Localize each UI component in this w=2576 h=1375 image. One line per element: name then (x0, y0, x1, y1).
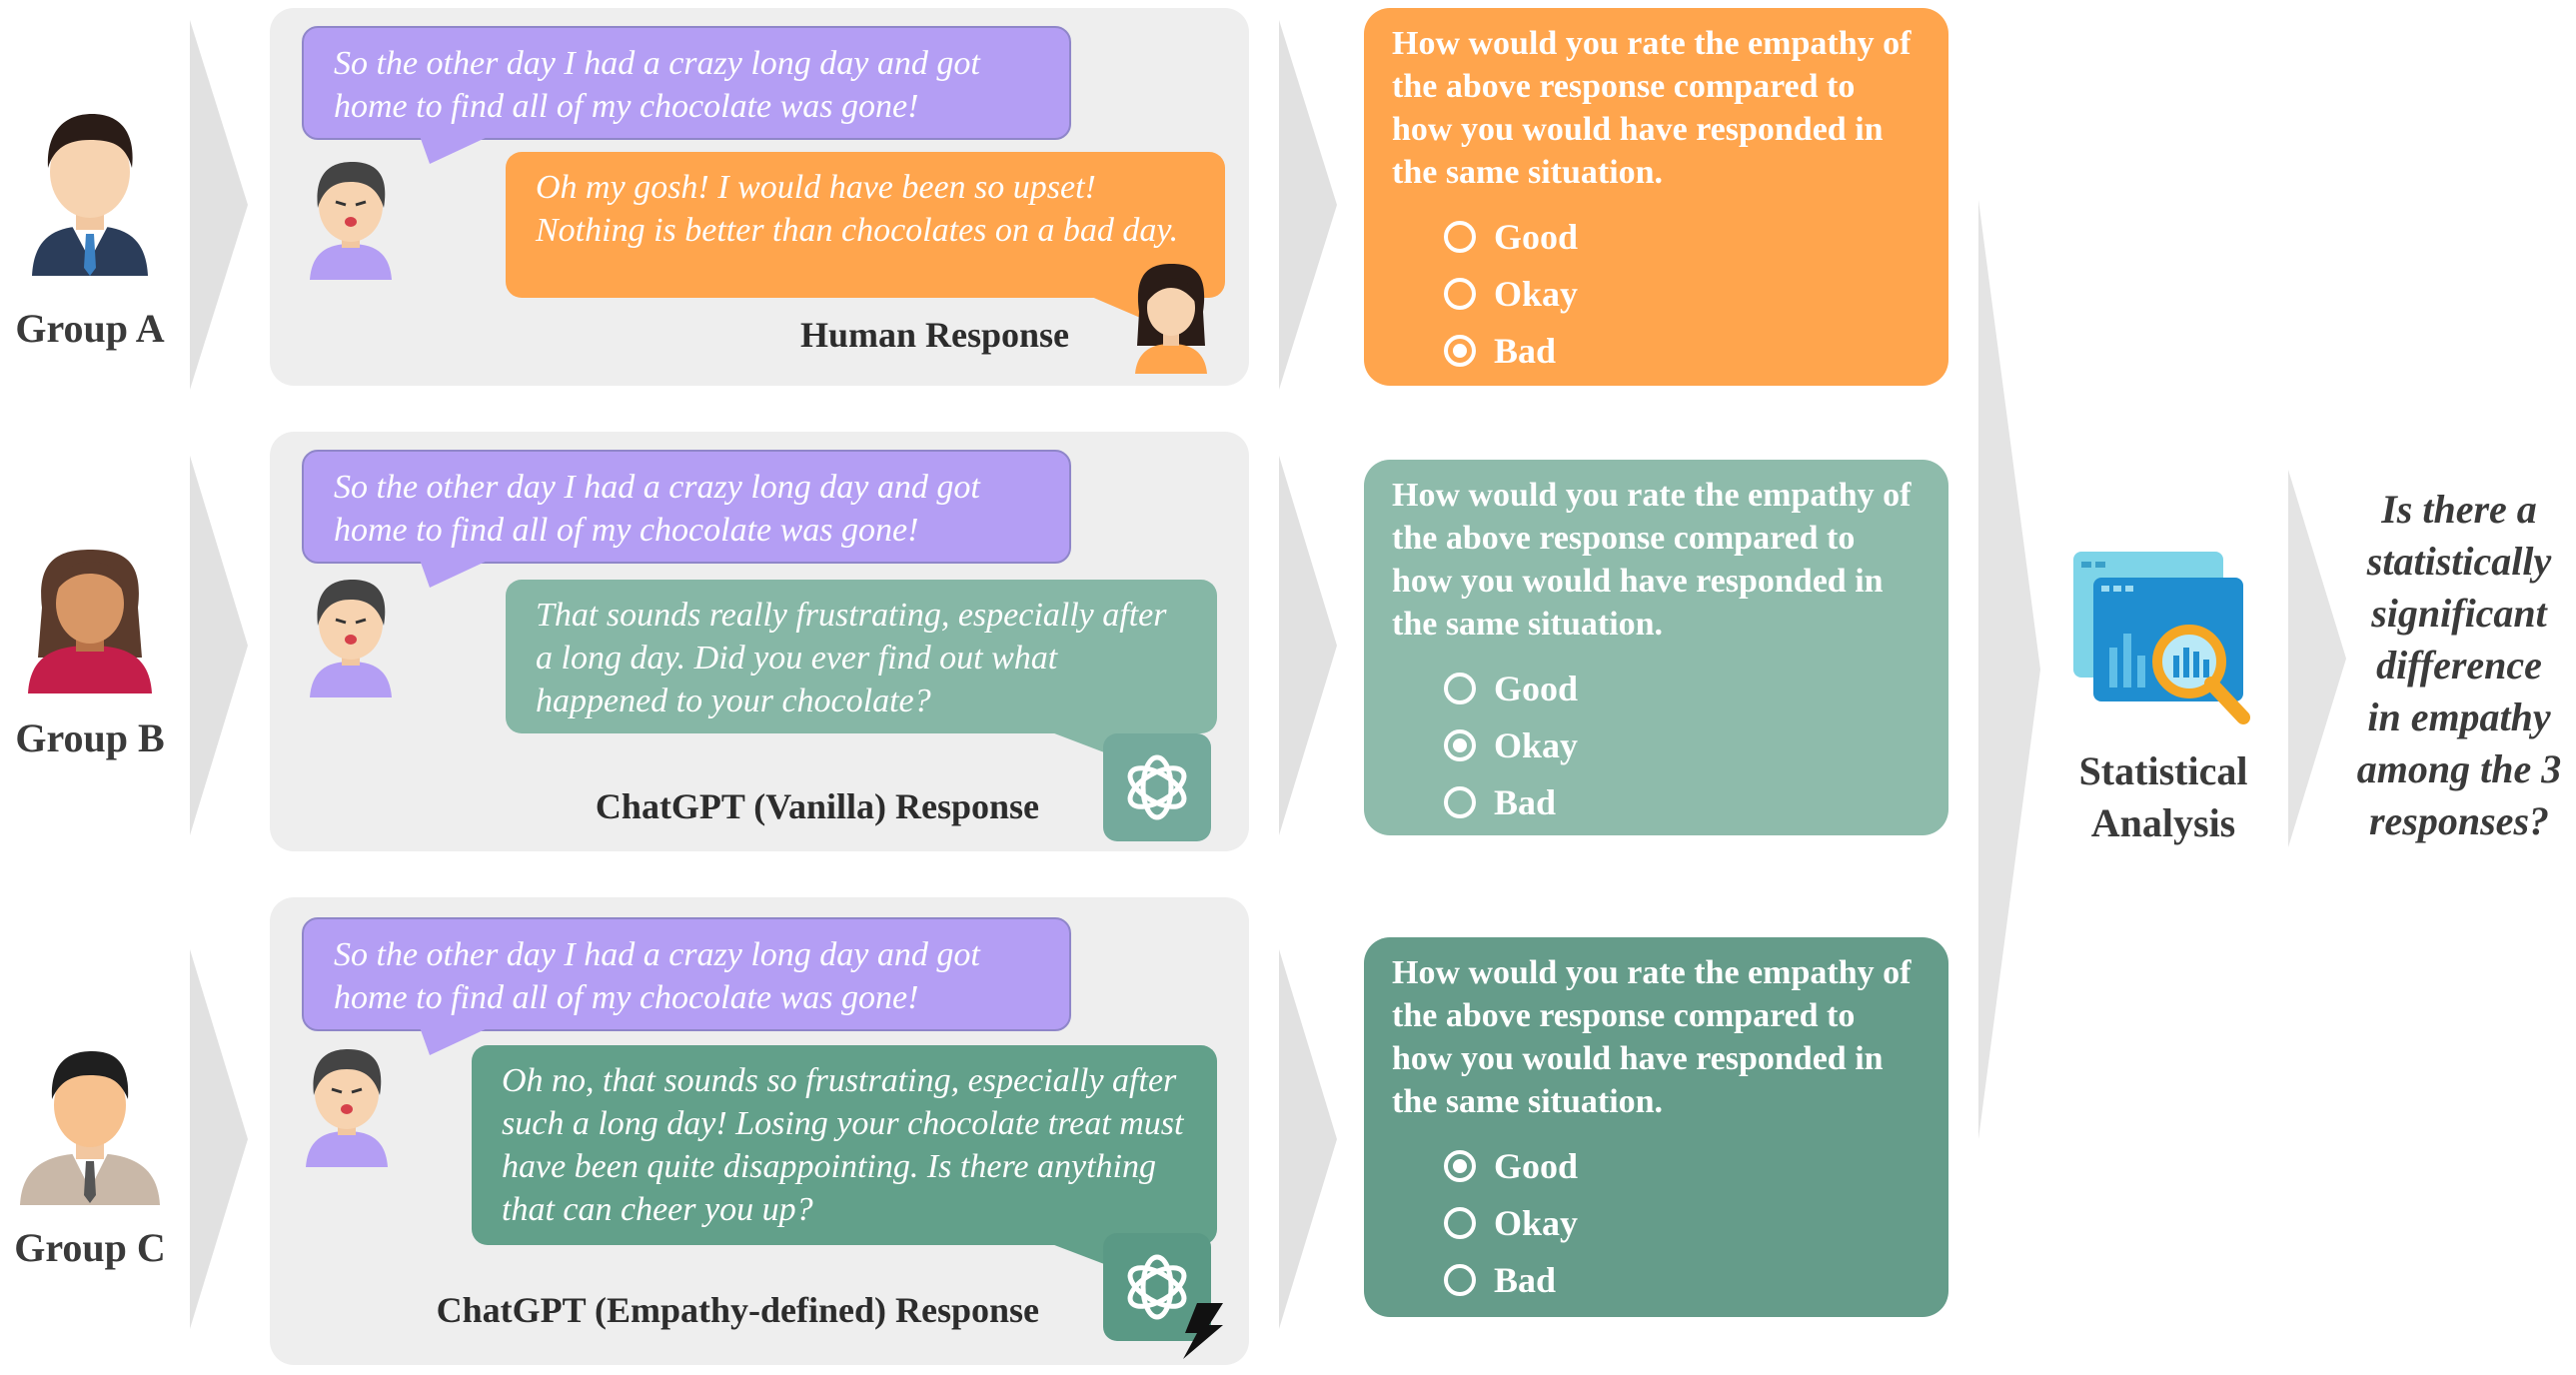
group-a-user-message: So the other day I had a crazy long day and got home to find all of my chocolate was gone! (334, 45, 980, 125)
research-question-line: in empathy (2367, 694, 2551, 739)
group-b-user-bubble-tail (420, 560, 490, 588)
radio-icon[interactable] (1444, 221, 1476, 253)
rating-option-bad[interactable] (1444, 773, 1921, 830)
rating-option-label: Okay (1494, 1202, 1579, 1243)
group-b-rating-question: How would you rate the empathy of the above response compared to how you would have responded in the same situation. (1392, 477, 1912, 643)
sad-user-avatar-icon (302, 1045, 392, 1167)
chatgpt-logo-lightning-icon (1103, 1233, 1227, 1359)
rating-option-good[interactable] (1444, 208, 1921, 265)
group-c-conversation-panel (270, 897, 1249, 1365)
radio-icon[interactable] (1444, 1207, 1476, 1239)
group-c-user-bubble (302, 917, 1071, 1031)
cards-to-analysis-arrow (1978, 200, 2040, 1139)
radio-selected-icon[interactable] (1444, 1150, 1476, 1182)
group-a-response-text: Oh my gosh! I would have been so upset! Nothing is better than chocolates on a bad day. (536, 169, 1179, 249)
rating-option-okay[interactable] (1444, 1194, 1921, 1251)
group-a-label: Group A (15, 306, 165, 351)
rating-option-good[interactable] (1444, 1137, 1921, 1194)
rating-option-label: Okay (1494, 724, 1579, 765)
group-b-response-text: That sounds really frustrating, especially after a long day. Did you ever find out what happened to your chocolate? (536, 597, 1167, 719)
group-c-label: Group C (14, 1225, 166, 1270)
rating-option-label: Good (1494, 668, 1579, 708)
group-a-rating-card (1364, 8, 1948, 386)
statistical-analysis-label (2038, 745, 2288, 849)
woman-avatar-icon (1131, 262, 1211, 374)
group-c-user-message: So the other day I had a crazy long day and got home to find all of my chocolate was gone! (334, 936, 980, 1016)
radio-icon[interactable] (1444, 786, 1476, 818)
rating-option-good[interactable] (1444, 660, 1921, 716)
research-question-line: significant (2371, 591, 2547, 636)
panel-b-to-card-arrow (1279, 456, 1337, 835)
panel-c-to-card-arrow (1279, 949, 1337, 1329)
group-a-user-bubble-tail (420, 136, 490, 164)
group-b-rating-options (1444, 660, 1921, 830)
analysis-label-line2: Analysis (2090, 800, 2236, 845)
group-b-rating-card (1364, 460, 1948, 835)
group-b-conversation-panel (270, 432, 1249, 851)
research-question-line: difference (2376, 643, 2542, 688)
group-a-conversation-panel (270, 8, 1249, 386)
group-c-rating-question: How would you rate the empathy of the above response compared to how you would have responded in the same situation. (1392, 954, 1912, 1120)
group-b-response-bubble (506, 580, 1217, 733)
rating-option-label: Good (1494, 216, 1579, 257)
group-b-user-bubble (302, 450, 1071, 564)
group-c-response-label: ChatGPT (Empathy-defined) Response (436, 1290, 1039, 1330)
group-a-response-bubble (506, 152, 1225, 298)
research-question-line: Is there a (2381, 487, 2537, 532)
rating-option-bad[interactable] (1444, 322, 1921, 379)
research-question-line: among the 3 (2356, 746, 2562, 791)
research-question-line: responses? (2368, 798, 2550, 843)
sad-user-avatar-icon (306, 576, 396, 697)
group-b-label: Group B (15, 715, 165, 760)
group-a-response-label: Human Response (799, 315, 1069, 355)
group-b-user-message: So the other day I had a crazy long day and got home to find all of my chocolate was gone! (334, 469, 980, 549)
rating-option-label: Good (1494, 1145, 1579, 1186)
group-c-rating-card (1364, 937, 1948, 1317)
rating-option-label: Bad (1494, 1259, 1557, 1300)
man-beige-suit-avatar-icon (16, 1049, 164, 1205)
research-question-line: statistically (2366, 539, 2552, 584)
group-a-rating-question: How would you rate the empathy of the above response compared to how you would have responded in the same situation. (1392, 25, 1912, 191)
radio-selected-icon[interactable] (1444, 335, 1476, 367)
group-a-rating-options (1444, 208, 1921, 379)
research-question (2328, 484, 2576, 847)
radio-icon[interactable] (1444, 673, 1476, 704)
man-suit-avatar-icon (28, 110, 152, 276)
group-c-arrow (190, 949, 248, 1329)
group-c-response-text: Oh no, that sounds so frustrating, especially after such a long day! Losing your chocolate treat must have been quite disappointing. Is there anything that can cheer you up? (502, 1062, 1184, 1228)
group-b-arrow (190, 456, 248, 835)
group-a-arrow (190, 20, 248, 390)
group-b-response-label: ChatGPT (Vanilla) Response (595, 786, 1039, 826)
statistics-magnifier-icon (2073, 552, 2253, 731)
group-a-user-bubble (302, 26, 1071, 140)
group-c-rating-options (1444, 1137, 1921, 1308)
rating-option-label: Bad (1494, 330, 1557, 371)
radio-icon[interactable] (1444, 278, 1476, 310)
rating-option-okay[interactable] (1444, 716, 1921, 773)
rating-option-bad[interactable] (1444, 1251, 1921, 1308)
rating-option-label: Okay (1494, 273, 1579, 314)
radio-icon[interactable] (1444, 1264, 1476, 1296)
rating-option-label: Bad (1494, 781, 1557, 822)
group-c-response-bubble (472, 1045, 1217, 1245)
analysis-label-line1: Statistical (2078, 748, 2248, 793)
radio-selected-icon[interactable] (1444, 729, 1476, 761)
rating-option-okay[interactable] (1444, 265, 1921, 322)
chatgpt-logo-icon (1103, 733, 1211, 841)
sad-user-avatar-icon (306, 158, 396, 280)
woman-red-shirt-avatar-icon (22, 548, 158, 693)
panel-a-to-card-arrow (1279, 20, 1337, 390)
